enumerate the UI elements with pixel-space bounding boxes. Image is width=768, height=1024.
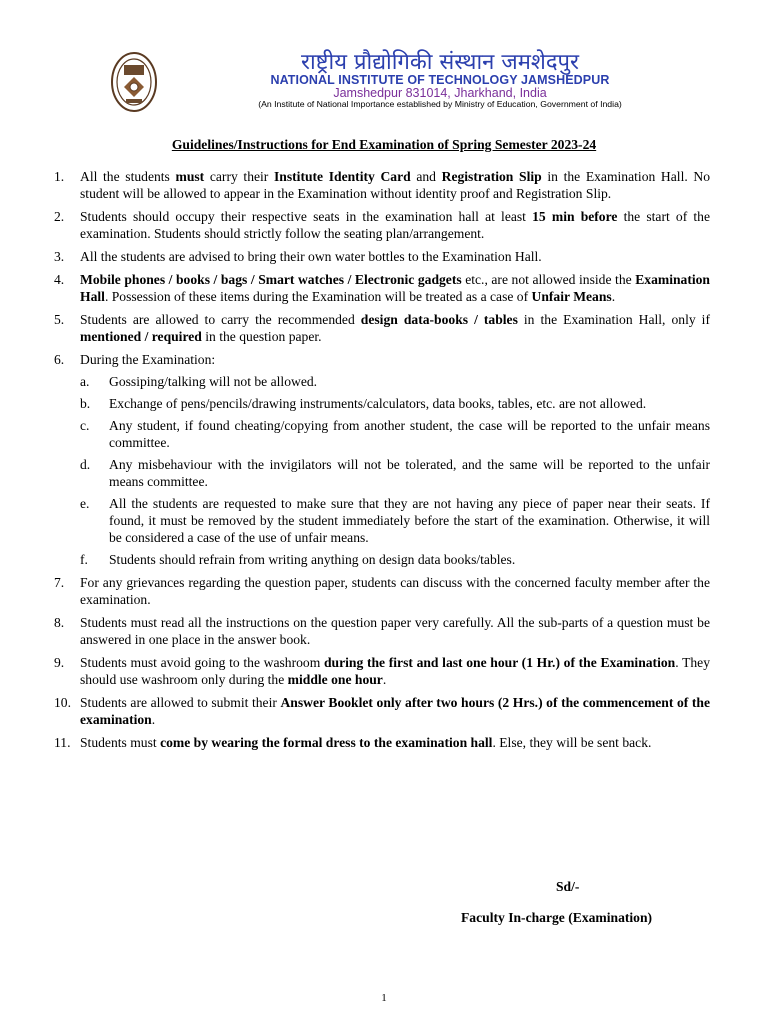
text-run: Students should occupy their respective seats in the examination hall at least — [80, 209, 533, 224]
text-run: in the Examination Hall. No student will be allowed to appear in the Examination without identity proof and Registration Slip. — [80, 169, 711, 201]
sub-guideline-item — [80, 551, 710, 568]
sub-guideline-text: Any misbehaviour with the invigilators will not be tolerated, and the same will be reported to the unfair means committee. — [109, 457, 710, 489]
text-run: carry their — [204, 169, 274, 184]
guideline-number: 1. — [54, 169, 65, 184]
text-run: . — [151, 712, 156, 727]
sub-guideline-item — [80, 456, 710, 490]
sub-guideline-text: Gossiping/talking will not be allowed. — [109, 374, 318, 389]
guideline-text — [80, 654, 710, 688]
guideline-text — [80, 168, 710, 202]
document-title: Guidelines/Instructions for End Examination of Spring Semester 2023-24 — [171, 137, 597, 152]
guideline-item — [54, 271, 710, 305]
guideline-number: 3. — [54, 249, 65, 264]
emphasis-text: Examination Hall — [80, 272, 710, 304]
guideline-number: 9. — [54, 655, 65, 670]
guideline-number: 2. — [54, 209, 65, 224]
emphasis-text: Answer Booklet only after two hours (2 Hrs.) of the commencement of the examination — [80, 695, 711, 727]
guideline-item — [54, 351, 710, 568]
emphasis-text: design data-books / tables — [360, 312, 518, 327]
text-run: in the Examination Hall, only if — [517, 312, 710, 327]
sub-guideline-item — [80, 495, 710, 546]
sub-guideline-item — [80, 417, 710, 451]
guideline-number: 7. — [54, 575, 65, 590]
text-run: in the question paper. — [201, 329, 322, 344]
text-run: . Possession of these items during the Examination will be treated as a case of — [104, 289, 532, 304]
emphasis-text: Unfair Means — [531, 289, 612, 304]
sub-guideline-item — [80, 373, 710, 390]
guideline-text — [80, 734, 710, 751]
text-run: the start of the examination. Students should strictly follow the seating plan/arrangement. — [80, 209, 711, 241]
guideline-item — [54, 248, 710, 265]
text-run: All the students are advised to bring their own water bottles to the Examination Hall. — [80, 249, 542, 264]
guideline-text — [80, 614, 710, 648]
page-number: 1 — [381, 992, 387, 1004]
guideline-item — [54, 574, 710, 608]
guideline-number: 4. — [54, 272, 65, 287]
text-run: . Else, they will be sent back. — [492, 735, 652, 750]
sub-guideline-text: All the students are requested to make sure that they are not having any piece of paper near their seats. If found, it must be removed by the student immediately before the start of the examination. Otherwise, it will be considered a case of the use of unfair means. — [109, 496, 710, 545]
institute-logo — [110, 51, 158, 113]
sub-guidelines-list — [80, 373, 710, 568]
emphasis-text: 15 min before — [532, 209, 618, 224]
emphasis-text: Registration Slip — [441, 169, 542, 184]
text-run: For any grievances regarding the question paper, students can discuss with the concerned faculty member after the examination. — [80, 575, 710, 607]
text-run: Students must avoid going to the washroom — [80, 655, 324, 670]
text-run: . They should use washroom only during the — [80, 655, 710, 687]
sub-guideline-text: Any student, if found cheating/copying from another student, the case will be reported to the unfair means committee. — [109, 418, 710, 450]
guideline-number: 8. — [54, 615, 65, 630]
sub-guideline-letter: b. — [80, 396, 91, 411]
institute-subtitle: (An Institute of National Importance established by Ministry of Education, Government of India) — [258, 99, 622, 109]
emphasis-text: during the first and last one hour (1 Hr.) of the Examination — [323, 655, 676, 670]
guideline-item — [54, 614, 710, 648]
emphasis-text: Institute Identity Card — [274, 169, 411, 184]
text-run: and — [410, 169, 442, 184]
text-run: Students must — [80, 735, 161, 750]
sub-guideline-text: Students should refrain from writing anything on design data books/tables. — [109, 552, 516, 567]
sub-guideline-letter: c. — [80, 418, 90, 433]
emphasis-text: middle one hour — [287, 672, 383, 687]
text-run: . — [611, 289, 616, 304]
emphasis-text: come by wearing the formal dress to the examination hall — [160, 735, 493, 750]
guideline-text — [80, 311, 710, 345]
text-run: . — [382, 672, 387, 687]
institute-name-hindi: राष्ट्रीय प्रौद्योगिकी संस्थान जमशेदपुर — [300, 50, 579, 75]
sub-guideline-letter: a. — [80, 374, 90, 389]
emphasis-text: Mobile phones / books / bags / Smart watches / Electronic gadgets — [80, 272, 462, 287]
emphasis-text: must — [175, 169, 205, 184]
guideline-text — [80, 271, 710, 305]
text-run: All the students — [80, 169, 176, 184]
guideline-item — [54, 734, 710, 751]
signature-sd: Sd/- — [556, 879, 580, 894]
sub-guideline-letter: f. — [80, 552, 88, 567]
guideline-item — [54, 208, 710, 242]
guideline-item — [54, 694, 710, 728]
guideline-text — [80, 351, 710, 568]
text-run: During the Examination: — [80, 352, 216, 367]
sub-guideline-text: Exchange of pens/pencils/drawing instruments/calculators, data books, tables, etc. are not allowed. — [109, 396, 647, 411]
guideline-number: 10. — [54, 695, 71, 710]
sub-guideline-letter: d. — [80, 457, 91, 472]
institute-address: Jamshedpur 831014, Jharkhand, India — [333, 86, 547, 100]
text-run: Students must read all the instructions on the question paper very carefully. All the sub-parts of a question must be answered in one place in the answer book. — [80, 615, 710, 647]
guideline-item — [54, 654, 710, 688]
guidelines-list — [54, 168, 710, 757]
text-run: Students are allowed to carry the recommended — [80, 312, 361, 327]
guideline-text — [80, 694, 710, 728]
signature-designation: Faculty In-charge (Examination) — [461, 910, 653, 925]
sub-guideline-letter: e. — [80, 496, 90, 511]
guideline-item — [54, 168, 710, 202]
guideline-text — [80, 208, 710, 242]
institute-name-english: NATIONAL INSTITUTE OF TECHNOLOGY JAMSHEDPUR — [270, 73, 610, 87]
guideline-item — [54, 311, 710, 345]
text-run: Students are allowed to submit their — [80, 695, 281, 710]
guideline-number: 6. — [54, 352, 65, 367]
guideline-number: 5. — [54, 312, 65, 327]
guideline-text — [80, 248, 710, 265]
emphasis-text: mentioned / required — [80, 329, 202, 344]
sub-guideline-item — [80, 395, 710, 412]
guideline-text — [80, 574, 710, 608]
guideline-number: 11. — [54, 735, 71, 750]
text-run: etc., are not allowed inside the — [461, 272, 636, 287]
